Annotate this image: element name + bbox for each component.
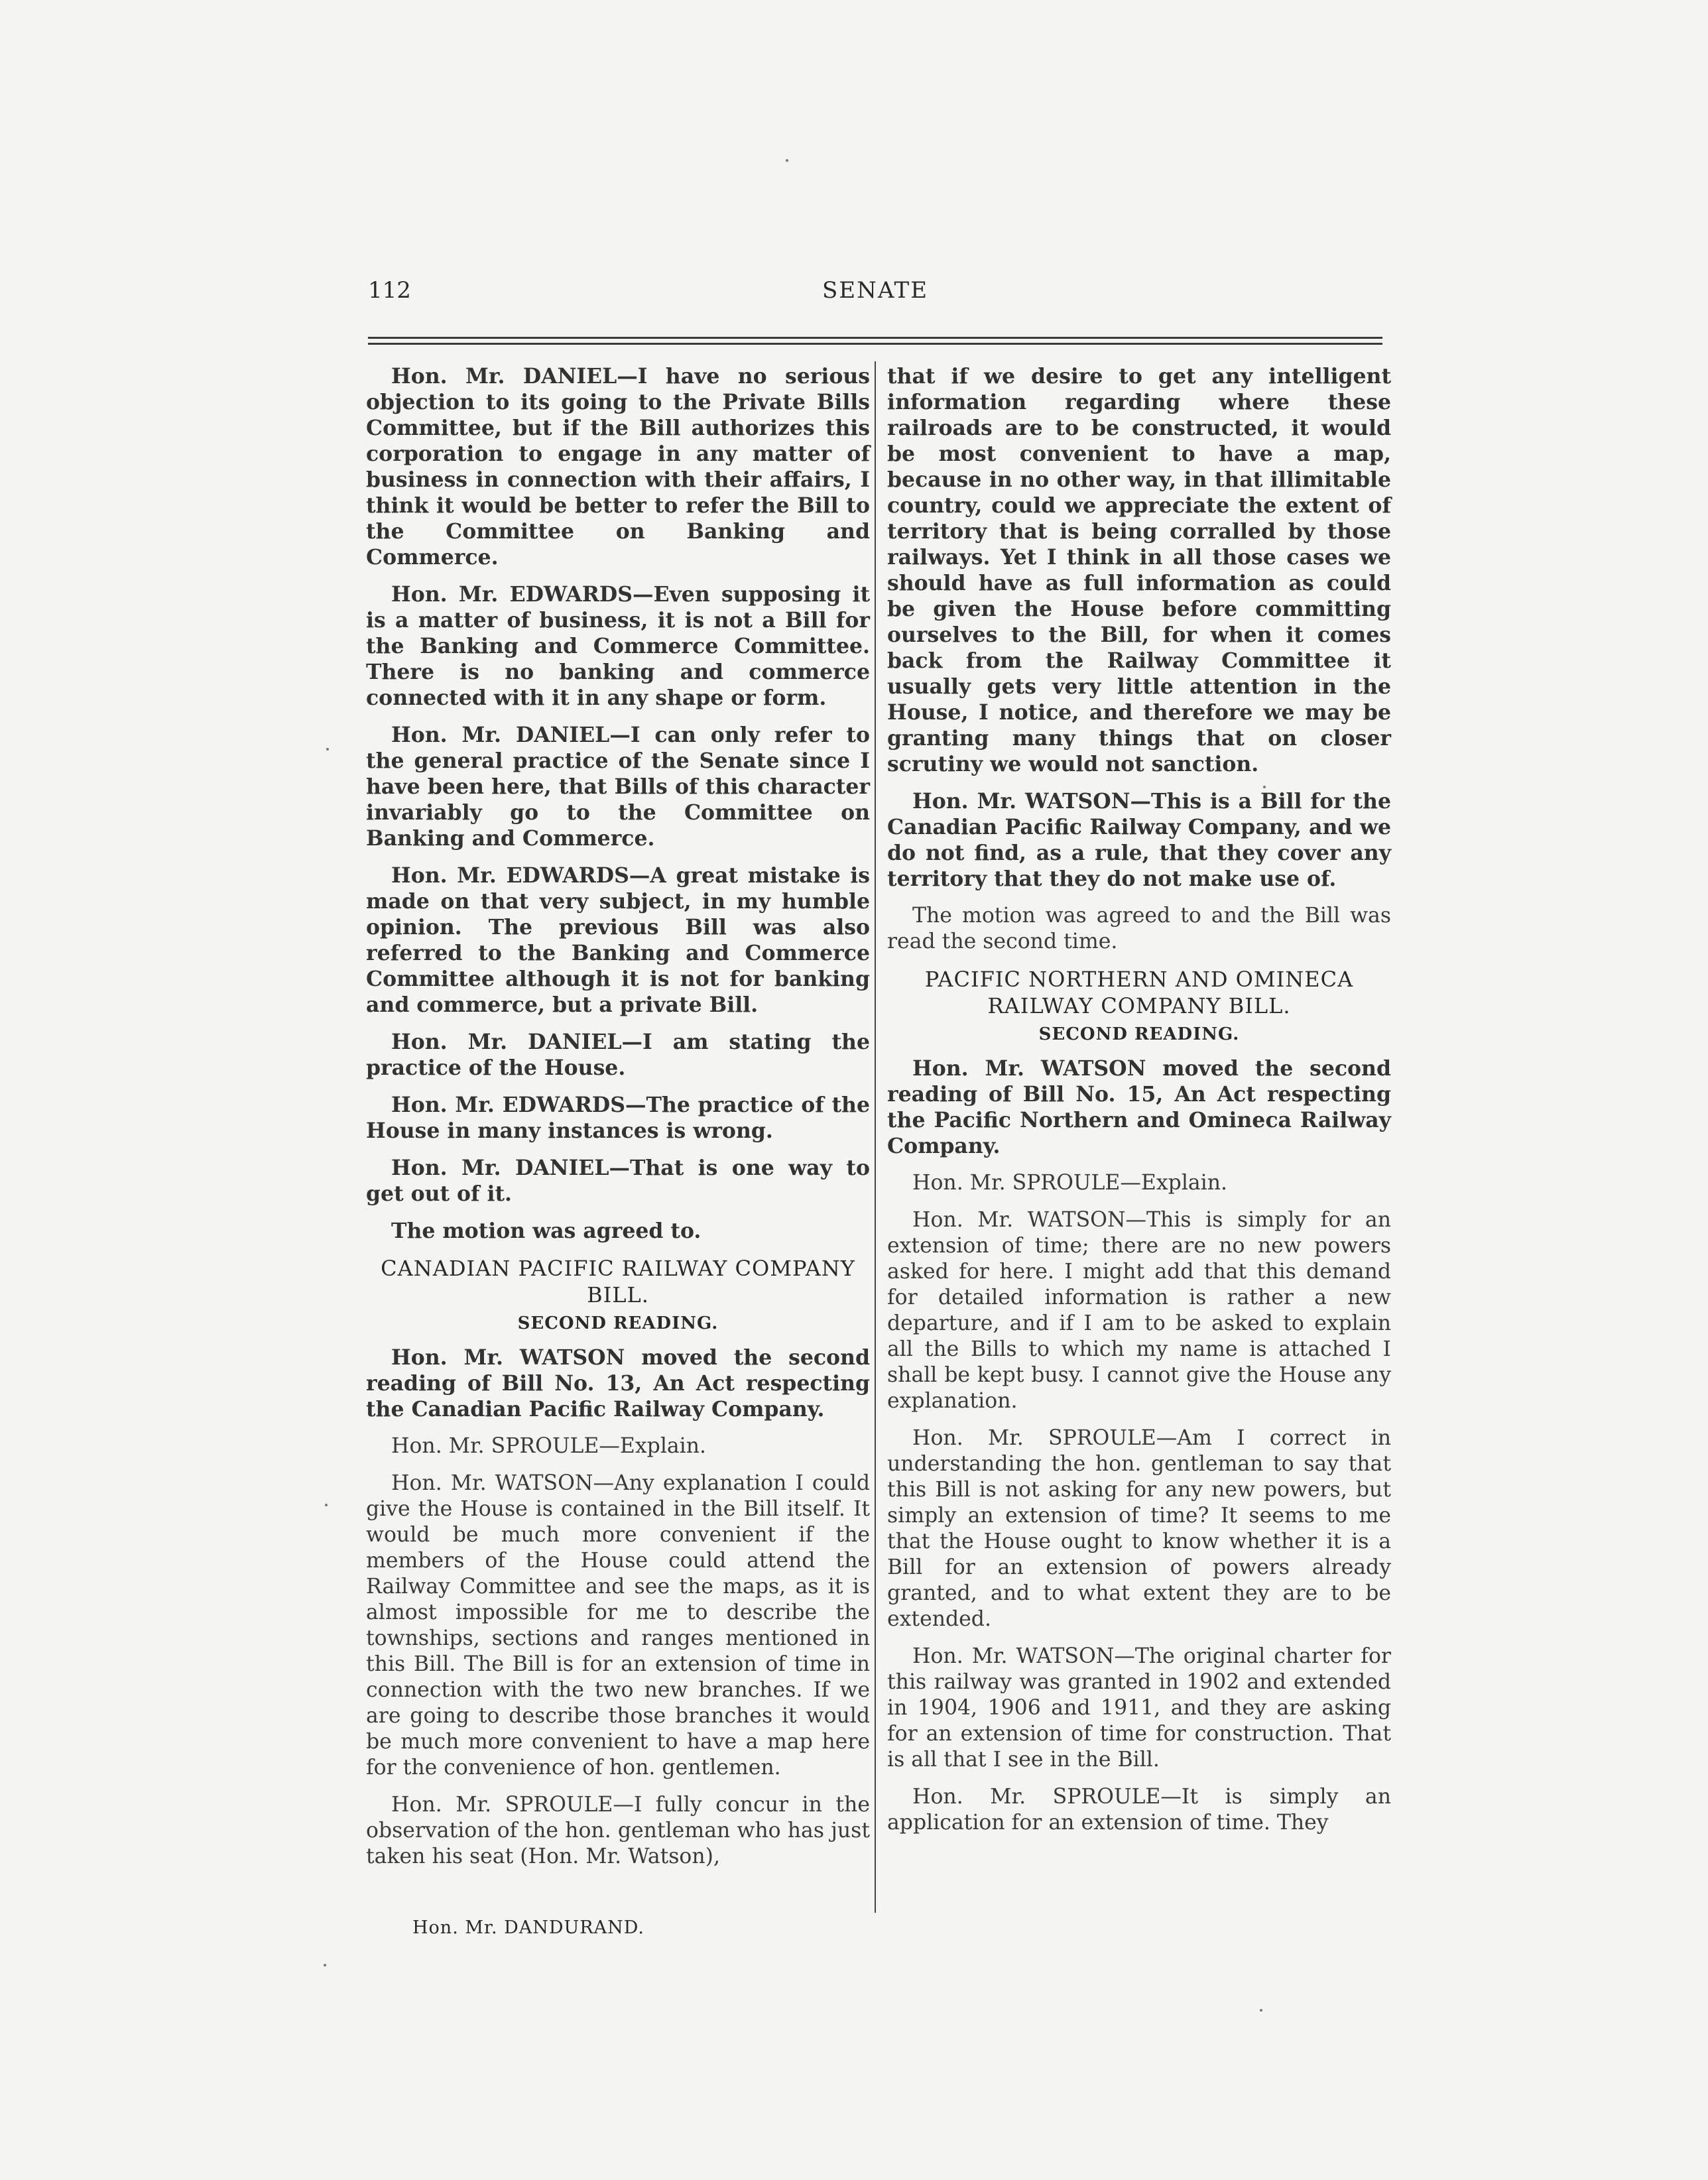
- page-header: [368, 277, 1382, 310]
- paragraph: Hon. Mr. DANIEL—I can only refer to the general practice of the Senate since I have been here, that Bills of this character invariably go to the Committee on Banking and Commerce.: [366, 723, 870, 851]
- left-column: [366, 363, 870, 1881]
- paragraph: Hon. Mr. SPROULE—I fully concur in the observation of the hon. gentleman who has just taken his seat (Hon. Mr. Watson),: [366, 1793, 870, 1868]
- paragraph: Hon. Mr. SPROULE—Am I correct in understanding the hon. gentleman to say that this Bill is not asking for any new powers, but simply an extension of time? It seems to me that the House ought to know whether it is a Bill for an extension of powers already granted, and to what extent they are to be extended.: [887, 1426, 1391, 1631]
- paragraph: Hon. Mr. WATSON—This is a Bill for the Canadian Pacific Railway Company, and we do not find, as a rule, that they cover any territory that they do not make use of.: [887, 789, 1391, 891]
- scan-speck: [1260, 2009, 1262, 2012]
- scan-speck: [324, 1964, 326, 1967]
- paragraph: Hon. Mr. WATSON—The original charter for this railway was granted in 1902 and extended in 1904, 1906 and 1911, and they are asking for an extension of time for construction. That is all that I see in the Bill.: [887, 1644, 1391, 1772]
- paragraph: Hon. Mr. SPROULE—It is simply an application for an extension of time. They: [887, 1785, 1391, 1835]
- section-subheading: SECOND READING.: [517, 1313, 719, 1333]
- paragraph: Hon. Mr. WATSON moved the second reading of Bill No. 13, An Act respecting the Canadian Pacific Railway Company.: [366, 1345, 870, 1422]
- paragraph: Hon. Mr. EDWARDS—Even supposing it is a matter of business, it is not a Bill for the Banking and Commerce Committee. There is no banking and commerce connected with it in any shape or form.: [366, 582, 870, 710]
- paragraph: Hon. Mr. SPROULE—Explain.: [391, 1434, 707, 1458]
- scan-speck: [325, 1504, 328, 1506]
- scan-speck: [1263, 786, 1266, 788]
- paragraph: The motion was agreed to.: [391, 1219, 702, 1243]
- paragraph: Hon. Mr. SPROULE—Explain.: [912, 1171, 1228, 1195]
- paragraph: Hon. Mr. WATSON—This is simply for an extension of time; there are no new powers asked for here. I might add that this demand for detailed information is rather a new departure, and if I am to be asked to explain all the Bills to which my name is attached I shall be kept busy. I cannot give the House any explanation.: [887, 1208, 1391, 1413]
- footer-speaker: Hon. Mr. DANDURAND.: [412, 1917, 645, 1938]
- right-column: [887, 363, 1391, 1847]
- section-heading: PACIFIC NORTHERN AND OMINECA RAILWAY COMPANY BILL.: [924, 967, 1354, 1018]
- column-divider: [875, 361, 876, 1913]
- paragraph: Hon. Mr. DANIEL—That is one way to get out of it.: [366, 1156, 870, 1206]
- section-subheading: SECOND READING.: [1038, 1024, 1240, 1044]
- paragraph: Hon. Mr. DANIEL—I have no serious objection to its going to the Private Bills Committee, but if the Bill authorizes this corporation to engage in any matter of business in connection with their affairs, I think it would be better to refer the Bill to the Committee on Banking and Commerce.: [366, 364, 870, 570]
- paragraph: Hon. Mr. EDWARDS—A great mistake is made on that very subject, in my humble opinion. The previous Bill was also referred to the Banking and Commerce Committee although it is not for banking and commerce, but a private Bill.: [366, 863, 870, 1017]
- page-number: 112: [368, 277, 411, 304]
- scan-speck: [786, 159, 788, 162]
- paragraph: that if we desire to get any intelligent information regarding where these railroads are to be constructed, it would be most convenient to have a map, because in no other way, in that illimitable country, could we appreciate the extent of territory that is being corralled by those railways. Yet I think in all those cases we should have as full information as could be given the House before committing ourselves to the Bill, for when it comes back from the Railway Committee it usually gets very little attention in the House, I notice, and therefore we may be granting many things that on closer scrutiny we would not sanction.: [887, 364, 1391, 776]
- header-rule-bottom: [368, 343, 1382, 345]
- paragraph: Hon. Mr. DANIEL—I am stating the practice of the House.: [366, 1030, 870, 1080]
- header-rule-top: [368, 337, 1382, 339]
- paragraph: Hon. Mr. WATSON moved the second reading of Bill No. 15, An Act respecting the Pacific Northern and Omineca Railway Company.: [887, 1056, 1391, 1158]
- paragraph: The motion was agreed to and the Bill was read the second time.: [887, 904, 1391, 953]
- paragraph: Hon. Mr. WATSON—Any explanation I could give the House is contained in the Bill itself. It would be much more convenient if the members of the House could attend the Railway Committee and see the maps, as it is almost impossible for me to describe the townships, sections and ranges mentioned in this Bill. The Bill is for an extension of time in connection with the two new branches. If we are going to describe those branches it would be much more convenient to have a map here for the convenience of hon. gentlemen.: [366, 1471, 870, 1780]
- running-head: SENATE: [822, 277, 929, 304]
- section-heading: CANADIAN PACIFIC RAILWAY COMPANY BILL.: [381, 1256, 855, 1307]
- scan-speck: [326, 748, 329, 751]
- paragraph: Hon. Mr. EDWARDS—The practice of the House in many instances is wrong.: [366, 1093, 870, 1143]
